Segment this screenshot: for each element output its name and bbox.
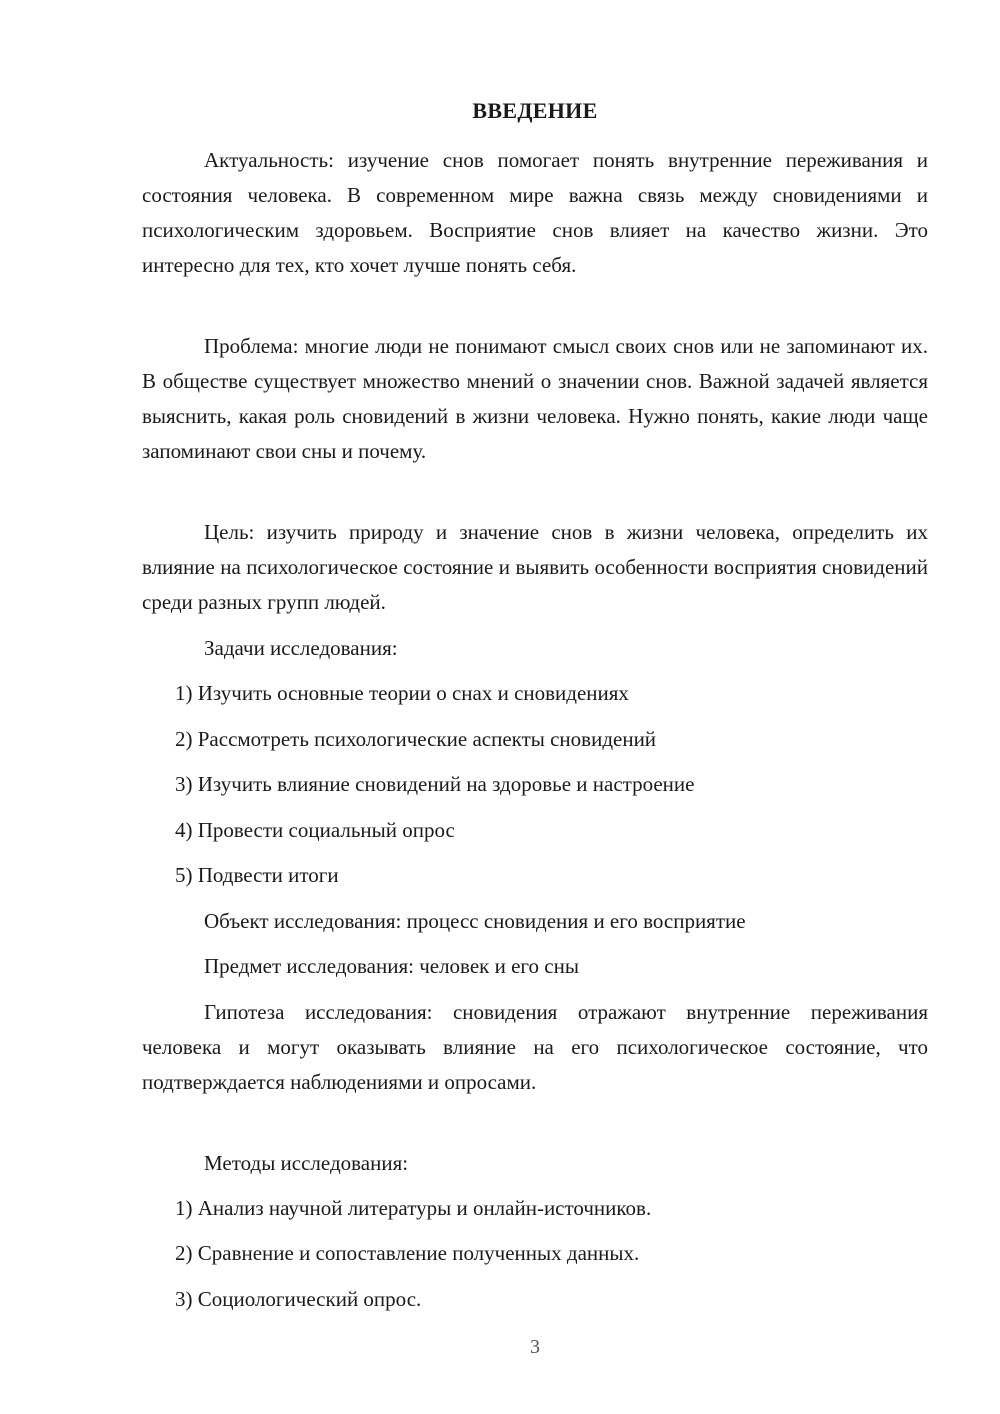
hypothesis-paragraph: Гипотеза исследования: сновидения отражают внутренние переживания человека и могут оказывать влияние на его психологическое состояние, что подтверждается наблюдениями и опросами.	[142, 1000, 928, 1094]
task-item-4: 4) Провести социальный опрос	[175, 818, 455, 842]
method-item-1: 1) Анализ научной литературы и онлайн-источников.	[175, 1196, 652, 1220]
task-item-5: 5) Подвести итоги	[175, 863, 339, 887]
research-object: Объект исследования: процесс сновидения и его восприятие	[204, 909, 746, 933]
section-heading: ВВЕДЕНИЕ	[472, 98, 598, 123]
method-item-2: 2) Сравнение и сопоставление полученных данных.	[175, 1241, 640, 1265]
research-subject: Предмет исследования: человек и его сны	[204, 954, 579, 978]
document-page	[142, 0, 928, 1414]
tasks-title: Задачи исследования:	[204, 636, 398, 660]
task-item-2: 2) Рассмотреть психологические аспекты сновидений	[175, 727, 657, 751]
relevance-paragraph: Актуальность: изучение снов помогает понять внутренние переживания и состояния человека. В современном мире важна связь между сновидениями и психологическим здоровьем. Восприятие снов влияет на качество жизни. Это интересно для тех, кто хочет лучше понять себя.	[142, 148, 928, 277]
goal-paragraph: Цель: изучить природу и значение снов в жизни человека, определить их влияние на психологическое состояние и выявить особенности восприятия сновидений среди разных групп людей.	[142, 520, 928, 614]
page-number: 3	[530, 1336, 540, 1358]
methods-title: Методы исследования:	[204, 1151, 409, 1175]
task-item-3: 3) Изучить влияние сновидений на здоровье и настроение	[175, 772, 695, 796]
method-item-3: 3) Социологический опрос.	[175, 1287, 422, 1311]
problem-paragraph: Проблема: многие люди не понимают смысл своих снов или не запоминают их. В обществе существует множество мнений о значении снов. Важной задачей является выяснить, какая роль сновидений в жизни человека. Нужно понять, какие люди чаще запоминают свои сны и почему.	[142, 334, 928, 463]
task-item-1: 1) Изучить основные теории о снах и сновидениях	[175, 681, 629, 705]
